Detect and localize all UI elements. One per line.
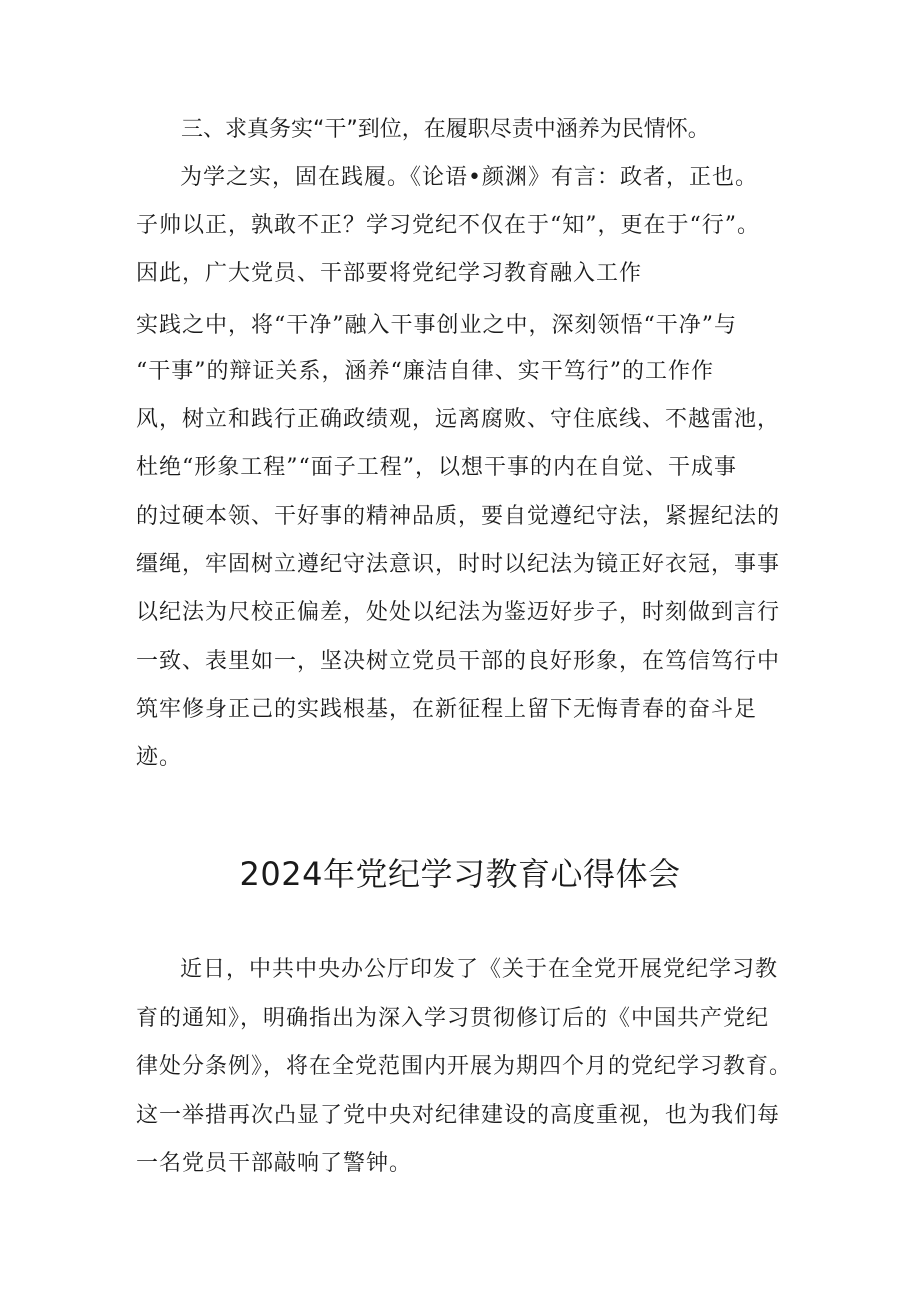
paragraph-line: 为学之实，固在践履。《论语•颜渊》有言：政者，正也。 (180, 165, 758, 190)
paragraph-line: 以纪法为尺校正偏差，处处以纪法为鉴迈好步子，时刻做到言行 (136, 600, 781, 625)
paragraph-line: 这一举措再次凸显了党中央对纪律建设的高度重视，也为我们每 (136, 1103, 781, 1128)
paragraph-line: 子帅以正，孰敢不正？学习党纪不仅在于“知”，更在于“行”。 (136, 213, 760, 238)
paragraph-line: 一名党员干部敲响了警钟。 (136, 1151, 413, 1176)
paragraph-line: 缰绳，牢固树立遵纪守法意识，时时以纪法为镜正好衣冠，事事 (136, 552, 781, 577)
paragraph-line: 的过硬本领、干好事的精神品质，要自觉遵纪守法，紧握纪法的 (136, 504, 781, 529)
paragraph-line: 近日，中共中央办公厅印发了《关于在全党开展党纪学习教 (180, 957, 779, 982)
paragraph-line: 因此，广大党员、干部要将党纪学习教育融入工作 (136, 261, 643, 286)
paragraph-line: 筑牢修身正己的实践根基，在新征程上留下无悔青春的奋斗足 (136, 697, 758, 722)
section-heading: 三、求真务实“干”到位，在履职尽责中涵养为民情怀。 (181, 117, 710, 142)
paragraph-line: 迹。 (136, 745, 183, 770)
paragraph-line: 杜绝“形象工程”“面子工程”，以想干事的内在自觉、干成事 (136, 455, 737, 480)
paragraph-line: 实践之中，将“干净”融入干事创业之中，深刻领悟“干净”与 (136, 313, 737, 338)
paragraph-line: 风，树立和践行正确政绩观，远离腐败、守住底线、不越雷池， (136, 407, 781, 432)
paragraph-line: “干事”的辩证关系，涵养“廉洁自律、实干笃行”的工作作 (136, 359, 714, 384)
paragraph-line: 一致、表里如一，坚决树立党员干部的良好形象，在笃信笃行中 (136, 649, 781, 674)
paragraph-line: 育的通知》，明确指出为深入学习贯彻修订后的《中国共产党纪 (136, 1006, 770, 1031)
paragraph-line: 律处分条例》，将在全党范围内开展为期四个月的党纪学习教育。 (136, 1054, 793, 1079)
article-title: 2024年党纪学习教育心得体会 (239, 855, 681, 893)
